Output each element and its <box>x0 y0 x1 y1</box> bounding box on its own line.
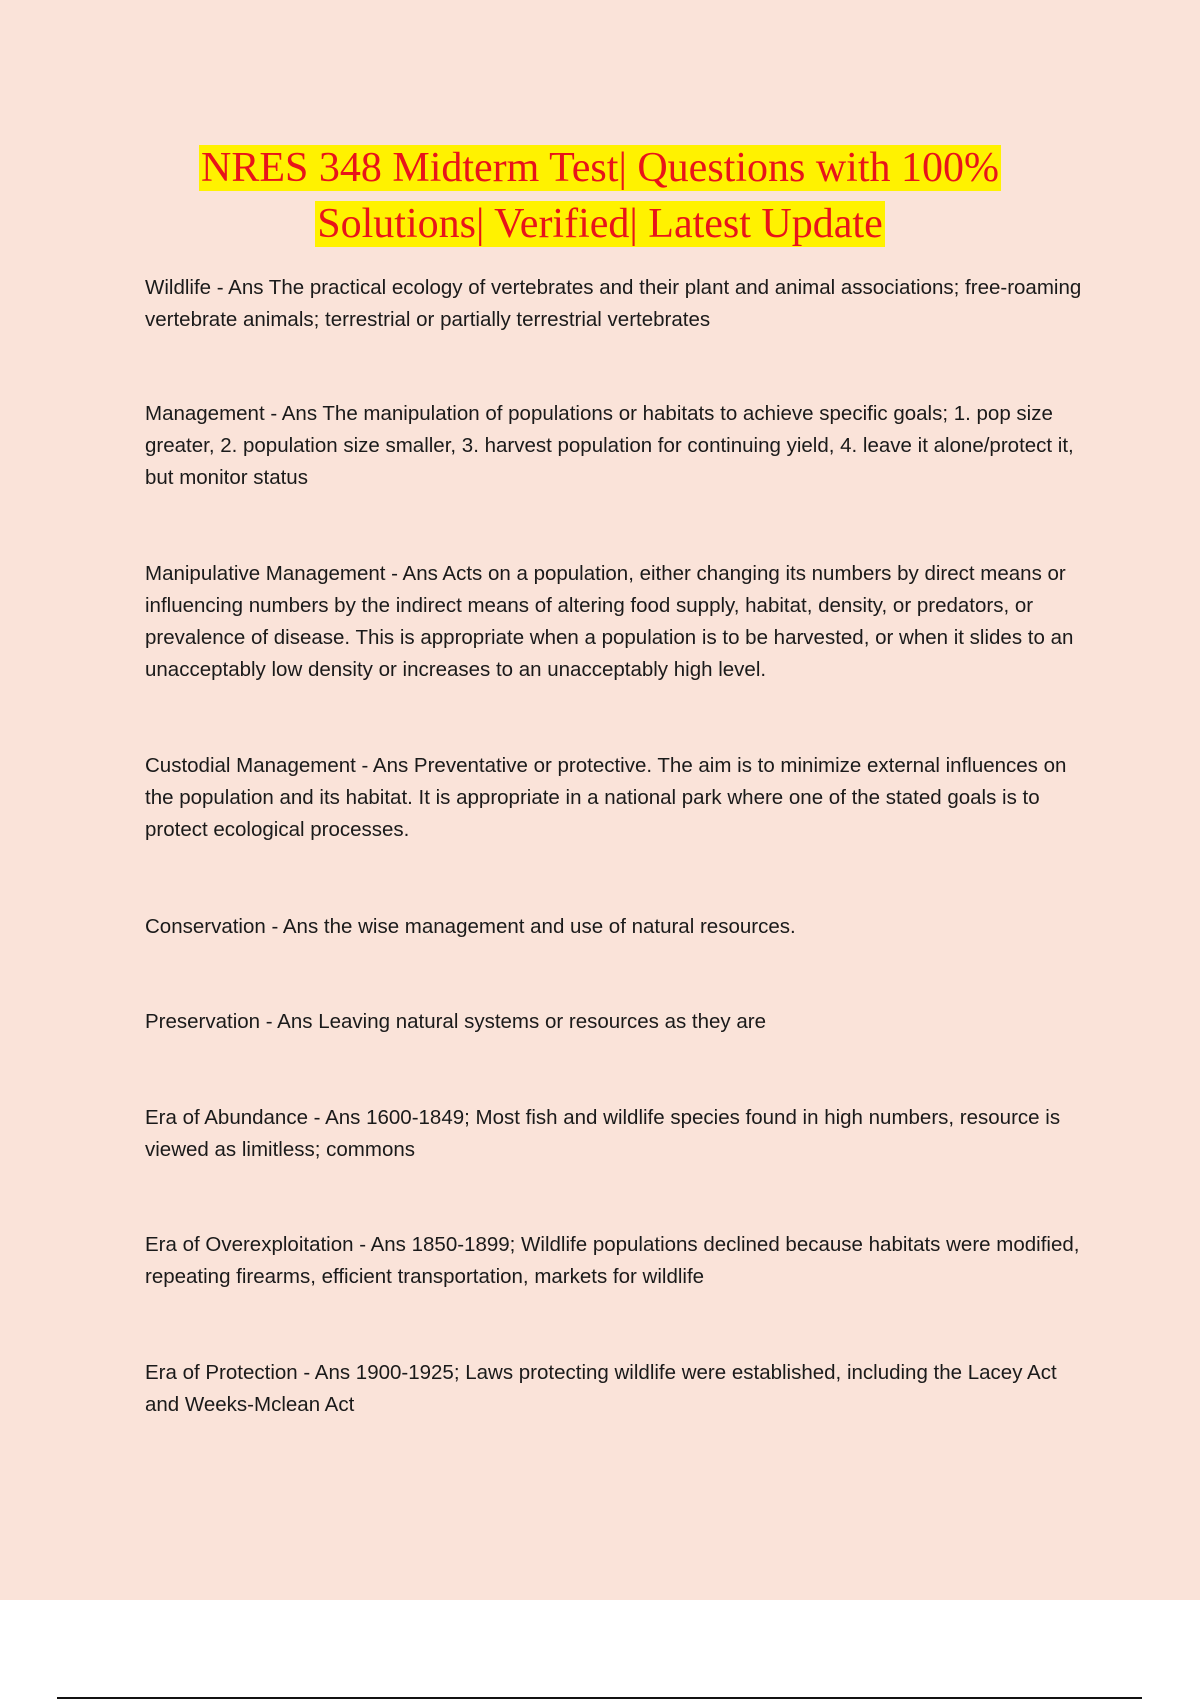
entry-custodial-management: Custodial Management - Ans Preventative or protective. The aim is to minimize external influences on the population and its habitat. It is appropriate in a national park where one of the stated goals is to protect ecological processes. <box>145 754 1067 841</box>
entry-management: Management - Ans The manipulation of populations or habitats to achieve specific goals; 1. pop size greater, 2. population size smaller, 3. harvest population for continuing yield, 4. leave it alone/protect it, but monitor status <box>145 402 1074 489</box>
entry-preservation: Preservation - Ans Leaving natural systems or resources as they are <box>145 1010 766 1033</box>
entry-era-of-abundance: Era of Abundance - Ans 1600-1849; Most fish and wildlife species found in high numbers, resource is viewed as limitless; commons <box>145 1106 1061 1161</box>
entry-era-of-protection: Era of Protection - Ans 1900-1925; Laws protecting wildlife were established, including the Lacey Act and Weeks-Mclean Act <box>145 1361 1057 1416</box>
title-line-1: NRES 348 Midterm Test| Questions with 100% <box>200 145 1000 191</box>
entry-wildlife: Wildlife - Ans The practical ecology of vertebrates and their plant and animal associations; free-roaming vertebrate animals; terrestrial or partially terrestrial vertebrates <box>145 276 1082 331</box>
entry-era-of-overexploitation: Era of Overexploitation - Ans 1850-1899; Wildlife populations declined because habitats were modified, repeating firearms, efficient transportation, markets for wildlife <box>145 1233 1080 1288</box>
document-title <box>0 140 1200 252</box>
entry-manipulative-management: Manipulative Management - Ans Acts on a population, either changing its numbers by direct means or influencing numbers by the indirect means of altering food supply, habitat, density, or predators, or prevalence of disease. This is appropriate when a population is to be harvested, or when it slides to an unacceptably low density or increases to an unacceptably high level. <box>145 562 1074 681</box>
footer-divider <box>57 1697 1142 1699</box>
title-line-2: Solutions| Verified| Latest Update <box>317 201 883 247</box>
entry-conservation: Conservation - Ans the wise management and use of natural resources. <box>145 915 796 938</box>
